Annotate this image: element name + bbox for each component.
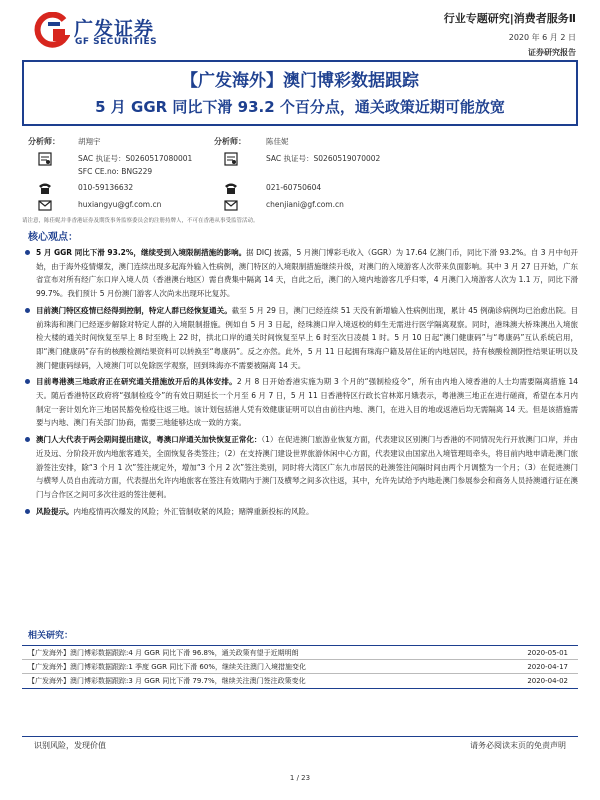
email-icon <box>224 198 238 212</box>
analyst-sac-left: SAC 执证号：S0260517080001 <box>78 154 193 163</box>
analyst-name-left: 胡翔宇 <box>78 137 101 146</box>
bullet-lead: 目前澳门特区疫情已经得到控制，特定人群已经恢复通关。 <box>36 305 232 315</box>
related-title[interactable]: 【广发海外】澳门博彩数据跟踪:4 月 GGR 同比下滑 96.8%，通关政策有望于近期明朗 <box>28 649 299 657</box>
certificate-icon <box>38 152 52 166</box>
related-table <box>22 645 578 689</box>
core-heading: 核心观点： <box>28 232 78 243</box>
table-row[interactable] <box>22 646 578 660</box>
bullet-text: 内地疫情再次爆发的风险；外汇管制收紧的风险；赌牌重新投标的风险。 <box>73 506 314 516</box>
bullet-dot <box>25 509 30 514</box>
bullet-lead: 5 月 GGR 同比下滑 93.2%，继续受到入境限制措施的影响。 <box>36 248 247 257</box>
analyst-sfc-left: SFC CE.no: BNG229 <box>78 167 153 176</box>
related-date: 2020-04-17 <box>527 663 568 671</box>
report-date: 2020 年 6 月 2 日 <box>508 33 576 42</box>
related-title[interactable]: 【广发海外】澳门博彩数据跟踪:1 季度 GGR 同比下滑 60%，继续关注澳门入境措施变化 <box>28 663 306 671</box>
list-item <box>22 246 578 301</box>
bullet-text: 截至 5 月 29 日，澳门已经连续 51 天没有新增输入性病例出现，累计 45 例确诊病例均已治愈出院。目前珠海和澳门已经逐步解除对特定人群的入境限制措施。例如自 5 月 3 日起，经珠澳口岸入境返校的师生无需进行医学隔离观察。同时，港珠澳大桥珠澳出入境旅检大楼的通关时间恢复至早上 8 时至晚上 22 时，拱北口岸的通关时间恢复至早上 6 时至次日凌晨 1 时。5 月 10 日起“澳门健康码”与“粤康码”互认系统启用，即“澳门健康码”存有的核酸检测结果资料可以转换至“粤康码”。反之亦然。此外，5 月 11 日起拥有珠海户籍及居住证的内地居民，持有核酸检测阴性结果证明以及澳门健康码绿码，入境澳门可以免除医学观察，回到珠海亦不需要被隔离 14 天。 <box>36 305 578 370</box>
bullet-lead: 澳门人大代表于两会期间提出建议，粤澳口岸通关加快恢复正常化： <box>36 435 262 445</box>
list-item <box>22 433 578 502</box>
analyst-name-right: 陈佳妮 <box>266 137 289 146</box>
related-title[interactable]: 【广发海外】澳门博彩数据跟踪:3 月 GGR 同比下滑 79.7%，继续关注澳门签注政策变化 <box>28 677 306 685</box>
phone-icon <box>224 181 238 195</box>
footer-slogan: 识别风险，发现价值 <box>34 741 106 750</box>
gf-logo-icon <box>34 12 70 48</box>
bullet-text: 据 DICJ 披露，5 月澳门博彩毛收入（GGR）为 17.64 亿澳门币，同比下滑 93.2%。自 3 月中旬开始，由于海外疫情爆发，澳门连续出现多起海外输入性病例，澳门特区的入境限制措施继续升级，对澳门的入境游客人次带来负面影响。其中 3 月 27 日开始，广东省宣布对所有经广东口岸入境人员（香港澳台地区）需自费集中隔离 14 天，自此之后，澳门的入境内地游客几乎归零，4 月澳门入境游客人次为 1.1 万，同比下滑 99.7%。我们预计 5 月份澳门游客人次尚未出现环比复苏。 <box>36 248 578 299</box>
footer-divider <box>22 736 578 737</box>
bullet-dot <box>25 250 30 255</box>
license-disclaimer: 请注意，陈佳妮并非香港证券及期货事务监察委员会的注册持牌人，不可在香港从事受监管活动。 <box>22 218 259 224</box>
bullet-dot <box>25 308 30 313</box>
logo-chinese-name: 广发证券 <box>74 18 155 40</box>
email-icon <box>38 198 52 212</box>
list-item <box>22 375 578 430</box>
analyst-sac-right: SAC 执证号：S0260519070002 <box>266 154 381 163</box>
page-number: 1 / 23 <box>289 774 311 782</box>
bullet-text: （1）在促进澳门旅游业恢复方面，代表建议区别澳门与香港的不同情况先行开放澳门口岸，并由近及远、分阶段开放内地旅客通关，全面恢复各类签注；（2）在支持澳门建设世界旅游休闲中心方面，代表建议由国家出入境管理局牵头，将目前内地申请赴澳门旅游签注安排，除“3 个月 1 次”签注规定外，增加“3 个月 2 次”签注类别，同时将大湾区广东九市居民的赴澳签注间隔时间由两个月调整为一个月；（3）在促进澳门与横琴人员自由流动方面，代表提出允许内地旅客在签注有效期内于澳门及横琴之间多次往返，其中，允许先试给予内地赴澳门参展参会和商务人员持澳通行证在澳门与合作区之间可多次往返的签注便利。 <box>36 435 578 499</box>
footer-disclaimer: 请务必阅读末页的免责声明 <box>470 741 566 750</box>
table-row[interactable] <box>22 674 578 688</box>
report-type: 行业专题研究|消费者服务Ⅱ <box>443 12 576 25</box>
related-heading: 相关研究： <box>28 631 74 641</box>
page-header <box>0 0 600 60</box>
analyst-label-left: 分析师： <box>28 137 60 146</box>
bullet-dot <box>25 437 30 442</box>
report-title: 【广发海外】澳门博彩数据跟踪 <box>181 71 419 91</box>
title-box <box>22 60 578 126</box>
analyst-email-left[interactable]: huxiangyu@gf.com.cn <box>78 200 162 209</box>
list-item <box>22 304 578 373</box>
core-viewpoints <box>22 228 578 518</box>
bullet-text: 2 月 8 日开始香港实施为期 3 个月的“强制检疫令”，所有由内地入境香港的人士均需要隔离措施 14 天。随后香港特区政府将“强制检疫令”的有效日期延长一个月至 6 月 7 日，5 月 11 日香港特区行政长官林郑月娥表示，粤港澳三地正在进行磋商，希望在本月内制定一套计划允许三地居民豁免检疫往返三地。该计划包括港人凭有效健康证明可以自由前往内地、澳门，在进入目的地或返港后均无需隔离 14 天。但是该措施需要与内地、澳门有关部门协商，需要三地能够达成一致的方案。 <box>36 377 579 428</box>
header-meta <box>444 10 576 58</box>
certificate-icon <box>224 152 238 166</box>
gf-securities-logo <box>34 12 194 52</box>
report-subtitle: 5 月 GGR 同比下滑 93.2 个百分点，通关政策近期可能放宽 <box>95 98 505 116</box>
related-date: 2020-05-01 <box>527 649 568 657</box>
related-research <box>22 628 578 689</box>
bullet-lead: 风险提示。 <box>36 506 74 516</box>
phone-icon <box>38 181 52 195</box>
list-item <box>22 505 578 519</box>
bullet-dot <box>25 379 30 384</box>
table-row[interactable] <box>22 660 578 674</box>
analyst-label-right: 分析师： <box>214 137 246 146</box>
logo-english-name: GF SECURITIES <box>75 37 158 47</box>
report-org: 证券研究报告 <box>528 48 576 57</box>
analyst-email-right[interactable]: chenjiani@gf.com.cn <box>266 200 344 209</box>
analyst-phone-right: 021-60750604 <box>266 183 322 192</box>
analyst-phone-left: 010-59136632 <box>78 183 134 192</box>
related-date: 2020-04-02 <box>527 677 568 685</box>
analyst-block <box>22 130 578 216</box>
bullet-lead: 目前粤港澳三地政府正在研究通关措施放开后的具体安排。 <box>36 377 237 387</box>
